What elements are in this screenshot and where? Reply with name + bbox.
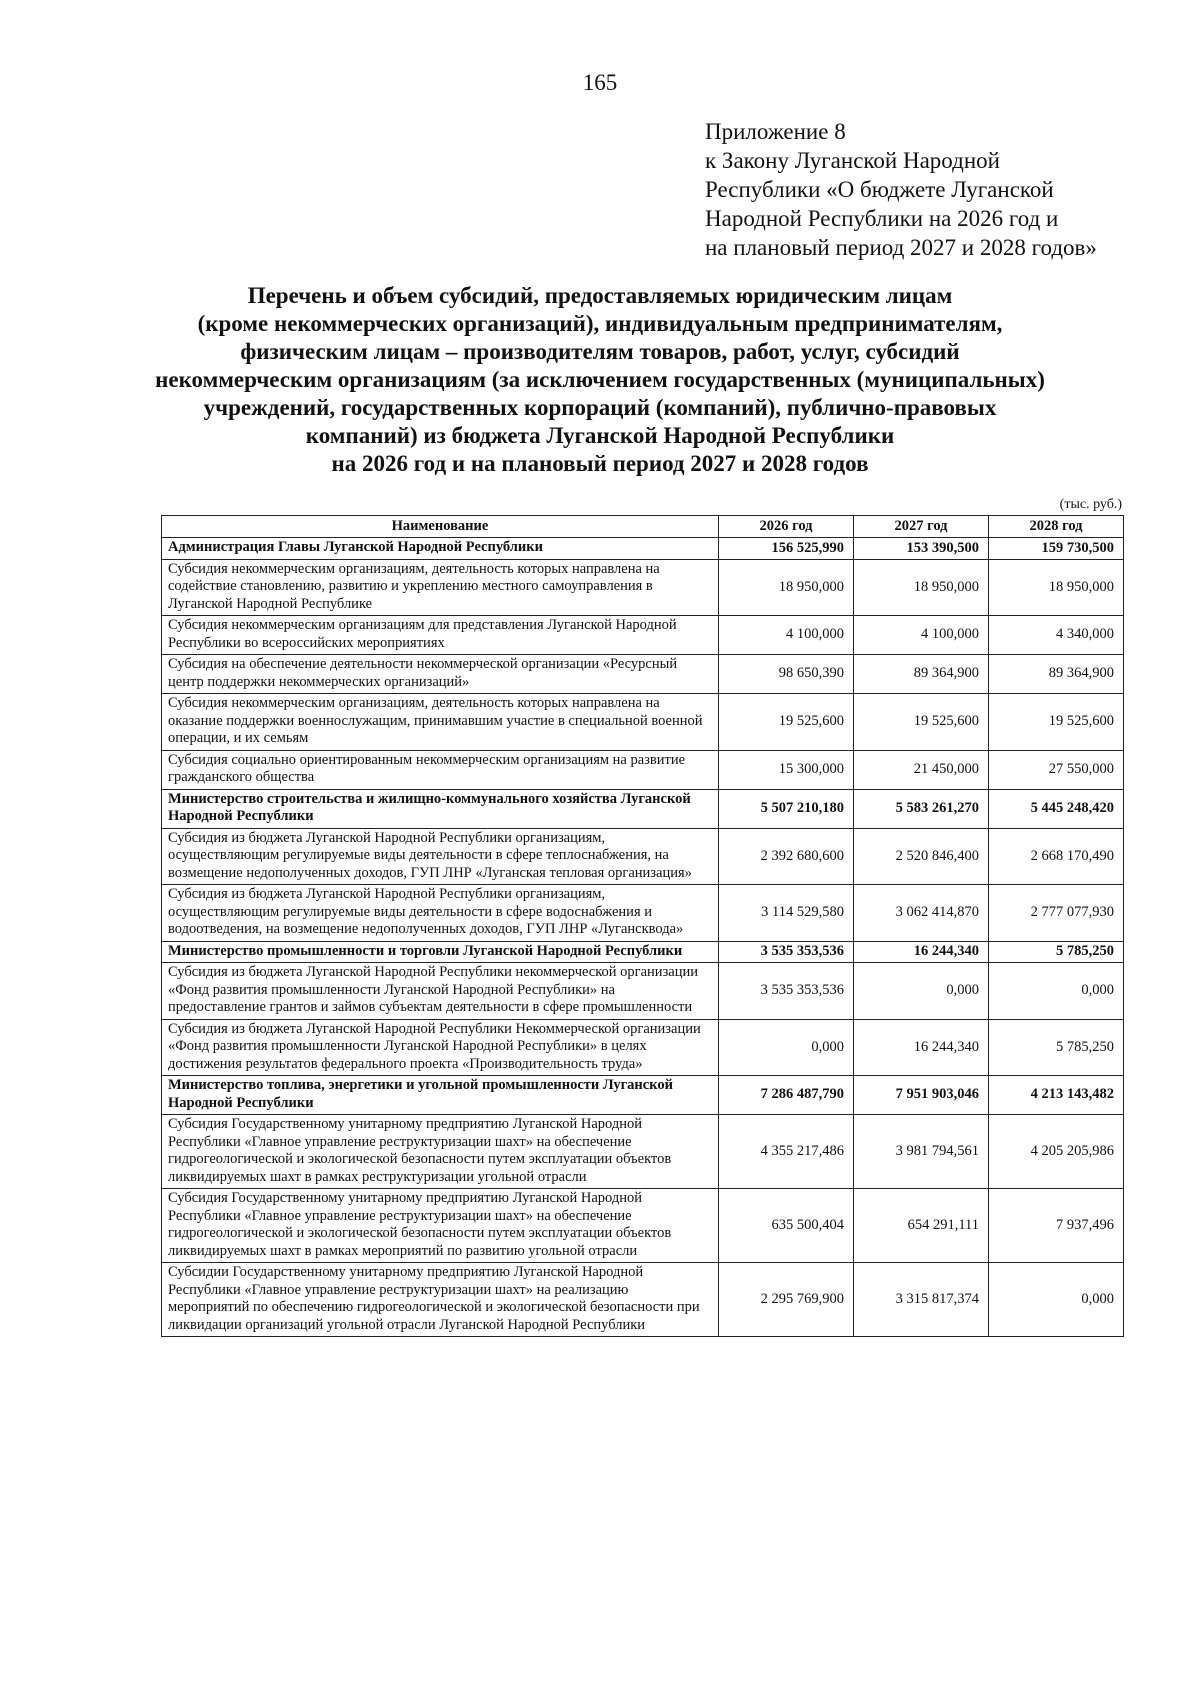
table-row bbox=[162, 885, 1124, 942]
table-header-row bbox=[162, 516, 1124, 538]
value-2027: 3 981 794,561 bbox=[854, 1115, 989, 1189]
value-2027: 21 450,000 bbox=[854, 750, 989, 789]
value-2028: 159 730,500 bbox=[989, 538, 1124, 560]
row-name: Субсидия некоммерческим организациям, деятельность которых направлена на оказание поддержки военнослужащим, принимавшим участие в специальной военной операции, и их семьям bbox=[162, 694, 719, 751]
row-name: Министерство строительства и жилищно-коммунального хозяйства Луганской Народной Республики bbox=[162, 789, 719, 828]
value-2028: 4 205 205,986 bbox=[989, 1115, 1124, 1189]
row-name: Субсидия из бюджета Луганской Народной Республики организациям, осуществляющим регулируемые виды деятельности в сфере водоснабжения и водоотведения, на возмещение недополученных доходов, ГУП ЛНР «Лугансквода» bbox=[162, 885, 719, 942]
value-2027: 3 315 817,374 bbox=[854, 1263, 989, 1337]
value-2026: 19 525,600 bbox=[719, 694, 854, 751]
value-2028: 2 668 170,490 bbox=[989, 828, 1124, 885]
value-2028: 5 445 248,420 bbox=[989, 789, 1124, 828]
value-2028: 18 950,000 bbox=[989, 559, 1124, 616]
value-2026: 635 500,404 bbox=[719, 1189, 854, 1263]
appendix-note bbox=[705, 117, 1185, 262]
value-2027: 18 950,000 bbox=[854, 559, 989, 616]
value-2027: 0,000 bbox=[854, 963, 989, 1020]
value-2028: 89 364,900 bbox=[989, 655, 1124, 694]
value-2027: 4 100,000 bbox=[854, 616, 989, 655]
value-2026: 2 392 680,600 bbox=[719, 828, 854, 885]
title-line: компаний) из бюджета Луганской Народной Республики bbox=[305, 423, 895, 448]
header-2027: 2027 год bbox=[854, 516, 989, 538]
appendix-line: к Закону Луганской Народной bbox=[705, 148, 1000, 173]
row-name: Министерство промышленности и торговли Луганской Народной Республики bbox=[162, 941, 719, 963]
title-line: (кроме некоммерческих организаций), индивидуальным предпринимателям, bbox=[197, 311, 1003, 336]
value-2026: 3 535 353,536 bbox=[719, 963, 854, 1020]
section-row bbox=[162, 1076, 1124, 1115]
value-2026: 4 100,000 bbox=[719, 616, 854, 655]
value-2028: 5 785,250 bbox=[989, 1019, 1124, 1076]
value-2026: 4 355 217,486 bbox=[719, 1115, 854, 1189]
table-row bbox=[162, 655, 1124, 694]
row-name: Субсидия некоммерческим организациям для представления Луганской Народной Республики во всероссийских мероприятиях bbox=[162, 616, 719, 655]
title-line: учреждений, государственных корпораций (компаний), публично-правовых bbox=[203, 395, 997, 420]
page-number: 165 bbox=[582, 70, 618, 95]
table-row bbox=[162, 1019, 1124, 1076]
title-line: на 2026 год и на плановый период 2027 и 2028 годов bbox=[331, 451, 869, 476]
table-row bbox=[162, 694, 1124, 751]
table-row bbox=[162, 1263, 1124, 1337]
table-row bbox=[162, 616, 1124, 655]
subsidy-table bbox=[161, 515, 1124, 1337]
row-name: Администрация Главы Луганской Народной Республики bbox=[162, 538, 719, 560]
value-2027: 16 244,340 bbox=[854, 941, 989, 963]
row-name: Субсидия Государственному унитарному предприятию Луганской Народной Республики «Главное управление реструктуризации шахт» на обеспечение гидрогеологической и экологической безопасности путем эксплуатации объектов ликвидируемых шахт в рамках мероприятий по развитию угольной отрасли bbox=[162, 1189, 719, 1263]
units-note: (тыс. руб.) bbox=[1059, 497, 1122, 512]
document-title bbox=[100, 282, 1100, 478]
value-2028: 4 213 143,482 bbox=[989, 1076, 1124, 1115]
title-line: физическим лицам – производителям товаров, работ, услуг, субсидий bbox=[240, 339, 960, 364]
table-row bbox=[162, 559, 1124, 616]
title-line: Перечень и объем субсидий, предоставляемых юридическим лицам bbox=[247, 283, 953, 308]
value-2026: 3 535 353,536 bbox=[719, 941, 854, 963]
value-2027: 654 291,111 bbox=[854, 1189, 989, 1263]
appendix-line: Республики «О бюджете Луганской bbox=[705, 177, 1054, 202]
value-2028: 0,000 bbox=[989, 1263, 1124, 1337]
row-name: Субсидии Государственному унитарному предприятию Луганской Народной Республики «Главное управление реструктуризации шахт» на реализацию мероприятий по обеспечению гидрогеологической и экологической безопасности при ликвидации организаций угольной отрасли Луганской Народной Республики bbox=[162, 1263, 719, 1337]
row-name: Субсидия из бюджета Луганской Народной Республики некоммерческой организации «Фонд развития промышленности Луганской Народной Республики» на предоставление грантов и займов субъектам деятельности в сфере промышленности bbox=[162, 963, 719, 1020]
table-row bbox=[162, 1115, 1124, 1189]
value-2028: 0,000 bbox=[989, 963, 1124, 1020]
row-name: Субсидия на обеспечение деятельности некоммерческой организации «Ресурсный центр поддержки некоммерческих организаций» bbox=[162, 655, 719, 694]
table-row bbox=[162, 828, 1124, 885]
value-2026: 18 950,000 bbox=[719, 559, 854, 616]
row-name: Субсидия социально ориентированным некоммерческим организациям на развитие гражданского общества bbox=[162, 750, 719, 789]
value-2028: 2 777 077,930 bbox=[989, 885, 1124, 942]
table-row bbox=[162, 963, 1124, 1020]
value-2026: 156 525,990 bbox=[719, 538, 854, 560]
row-name: Министерство топлива, энергетики и угольной промышленности Луганской Народной Республики bbox=[162, 1076, 719, 1115]
value-2027: 3 062 414,870 bbox=[854, 885, 989, 942]
value-2026: 2 295 769,900 bbox=[719, 1263, 854, 1337]
value-2027: 89 364,900 bbox=[854, 655, 989, 694]
value-2027: 16 244,340 bbox=[854, 1019, 989, 1076]
value-2028: 4 340,000 bbox=[989, 616, 1124, 655]
header-2028: 2028 год bbox=[989, 516, 1124, 538]
value-2028: 5 785,250 bbox=[989, 941, 1124, 963]
value-2027: 5 583 261,270 bbox=[854, 789, 989, 828]
appendix-line: на плановый период 2027 и 2028 годов» bbox=[705, 235, 1097, 260]
value-2026: 98 650,390 bbox=[719, 655, 854, 694]
value-2028: 7 937,496 bbox=[989, 1189, 1124, 1263]
value-2026: 5 507 210,180 bbox=[719, 789, 854, 828]
table-body bbox=[162, 538, 1124, 1337]
value-2027: 19 525,600 bbox=[854, 694, 989, 751]
section-row bbox=[162, 789, 1124, 828]
header-2026: 2026 год bbox=[719, 516, 854, 538]
value-2026: 7 286 487,790 bbox=[719, 1076, 854, 1115]
row-name: Субсидия Государственному унитарному предприятию Луганской Народной Республики «Главное управление реструктуризации шахт» на обеспечение гидрогеологической и экологической безопасности путем эксплуатации объектов ликвидируемых шахт в рамках реструктуризации угольной отрасли bbox=[162, 1115, 719, 1189]
section-row bbox=[162, 941, 1124, 963]
value-2028: 27 550,000 bbox=[989, 750, 1124, 789]
row-name: Субсидия из бюджета Луганской Народной Республики организациям, осуществляющим регулируемые виды деятельности в сфере теплоснабжения, на возмещение недополученных доходов, ГУП ЛНР «Луганская тепловая организация» bbox=[162, 828, 719, 885]
value-2027: 2 520 846,400 bbox=[854, 828, 989, 885]
value-2026: 15 300,000 bbox=[719, 750, 854, 789]
value-2028: 19 525,600 bbox=[989, 694, 1124, 751]
value-2027: 7 951 903,046 bbox=[854, 1076, 989, 1115]
value-2027: 153 390,500 bbox=[854, 538, 989, 560]
appendix-line: Приложение 8 bbox=[705, 119, 846, 144]
header-name: Наименование bbox=[162, 516, 719, 538]
row-name: Субсидия некоммерческим организациям, деятельность которых направлена на содействие становлению, развитию и укреплению местного самоуправления в Луганской Народной Республике bbox=[162, 559, 719, 616]
section-row bbox=[162, 538, 1124, 560]
appendix-line: Народной Республики на 2026 год и bbox=[705, 206, 1059, 231]
row-name: Субсидия из бюджета Луганской Народной Республики Некоммерческой организации «Фонд развития промышленности Луганской Народной Республики» в целях достижения результатов федерального проекта «Производительность труда» bbox=[162, 1019, 719, 1076]
table-row bbox=[162, 1189, 1124, 1263]
value-2026: 0,000 bbox=[719, 1019, 854, 1076]
title-line: некоммерческим организациям (за исключением государственных (муниципальных) bbox=[155, 367, 1045, 392]
table-row bbox=[162, 750, 1124, 789]
value-2026: 3 114 529,580 bbox=[719, 885, 854, 942]
